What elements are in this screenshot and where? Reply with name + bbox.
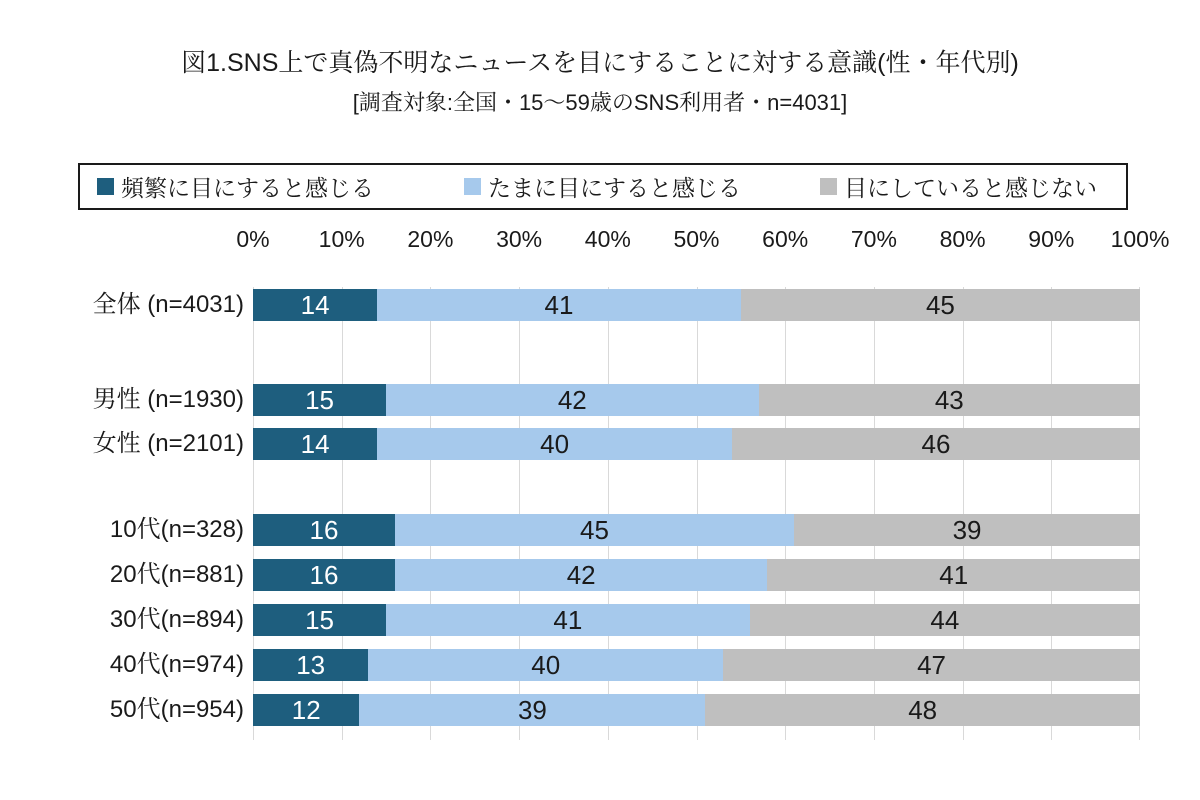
bar-segment — [368, 649, 723, 681]
legend-label: たまに目にすると感じる — [488, 175, 741, 201]
axis-tick-label: 90% — [1028, 226, 1075, 252]
bar-value: 47 — [917, 650, 946, 680]
bar-row — [109, 559, 1140, 591]
bar-segment — [750, 604, 1140, 636]
plot-area — [92, 287, 1140, 740]
legend-item — [97, 165, 374, 208]
bar-segment — [253, 289, 377, 321]
bar-value: 41 — [544, 290, 574, 320]
bar-value: 40 — [540, 429, 570, 459]
row-label: 男性 (n=1930) — [92, 386, 244, 413]
bar-value: 14 — [300, 290, 330, 320]
bar-value: 46 — [921, 429, 951, 459]
axis-tick-label: 10% — [318, 226, 365, 252]
row-label: 女性 (n=2101) — [92, 430, 244, 457]
bar-segment — [253, 514, 395, 546]
bar-value: 42 — [557, 385, 587, 415]
bar-segment — [253, 604, 386, 636]
legend-label: 頻繁に目にすると感じる — [121, 175, 374, 201]
axis-tick-label: 80% — [939, 226, 986, 252]
bar-value: 16 — [309, 560, 339, 590]
bar-row — [109, 514, 1140, 546]
axis-tick-label: 0% — [236, 226, 270, 252]
axis-tick-label: 30% — [496, 226, 543, 252]
bar-value: 14 — [300, 429, 330, 459]
bar-segment — [253, 694, 359, 726]
bar-value: 16 — [309, 515, 339, 545]
bar-segment — [253, 559, 395, 591]
bar-segment — [741, 289, 1140, 321]
legend — [78, 163, 1128, 210]
axis-tick-label: 100% — [1110, 226, 1170, 252]
bar-value: 12 — [291, 695, 321, 725]
bar-row — [109, 604, 1140, 636]
bar-value: 39 — [517, 695, 547, 725]
legend-swatch-icon — [97, 178, 114, 195]
bar-value: 13 — [296, 650, 326, 680]
axis-tick-label: 20% — [407, 226, 454, 252]
bar-value: 15 — [305, 385, 334, 415]
bar-segment — [386, 384, 759, 416]
bar-segment — [732, 428, 1140, 460]
bar-segment — [759, 384, 1140, 416]
bar-segment — [253, 384, 386, 416]
axis-tick-label: 50% — [673, 226, 720, 252]
row-label: 全体 (n=4031) — [92, 291, 244, 318]
row-label: 50代(n=954) — [109, 696, 244, 723]
bar-row — [109, 694, 1140, 726]
bar-row — [92, 289, 1140, 321]
axis-tick-label: 40% — [584, 226, 631, 252]
row-label: 30代(n=894) — [109, 606, 244, 633]
bar-segment — [705, 694, 1140, 726]
bar-value: 39 — [952, 515, 982, 545]
bar-segment — [253, 649, 368, 681]
bar-row — [109, 649, 1140, 681]
legend-label: 目にしていると感じない — [844, 175, 1097, 201]
bar-segment — [794, 514, 1140, 546]
bar-row — [92, 384, 1140, 416]
row-label: 20代(n=881) — [109, 561, 244, 588]
legend-item — [820, 165, 1097, 208]
bar-segment — [395, 559, 768, 591]
bar-segment — [395, 514, 794, 546]
bar-segment — [767, 559, 1140, 591]
legend-swatch-icon — [820, 178, 837, 195]
bar-value: 41 — [553, 605, 583, 635]
axis-tick-label: 60% — [762, 226, 809, 252]
bar-value: 41 — [939, 560, 969, 590]
bar-segment — [386, 604, 750, 636]
x-axis — [236, 226, 1170, 258]
bar-segment — [253, 428, 377, 460]
bar-value: 48 — [908, 695, 938, 725]
bar-segment — [377, 289, 741, 321]
axis-tick-label: 70% — [850, 226, 897, 252]
bar-value: 40 — [531, 650, 561, 680]
row-label: 10代(n=328) — [109, 516, 244, 543]
bar-value: 45 — [925, 290, 955, 320]
bar-value: 45 — [580, 515, 609, 545]
legend-item — [464, 165, 741, 208]
bar-segment — [377, 428, 732, 460]
bar-value: 44 — [930, 605, 960, 635]
bar-segment — [723, 649, 1140, 681]
chart-title: 図1.SNS上で真偽不明なニュースを目にすることに対する意識(性・年代別) — [181, 49, 1019, 77]
chart-subtitle: [調査対象:全国・15〜59歳のSNS利用者・n=4031] — [352, 90, 848, 115]
bar-value: 15 — [305, 605, 334, 635]
row-label: 40代(n=974) — [109, 651, 244, 678]
bar-value: 43 — [934, 385, 964, 415]
bar-row — [92, 428, 1140, 460]
bar-segment — [359, 694, 705, 726]
legend-swatch-icon — [464, 178, 481, 195]
bar-value: 42 — [566, 560, 596, 590]
